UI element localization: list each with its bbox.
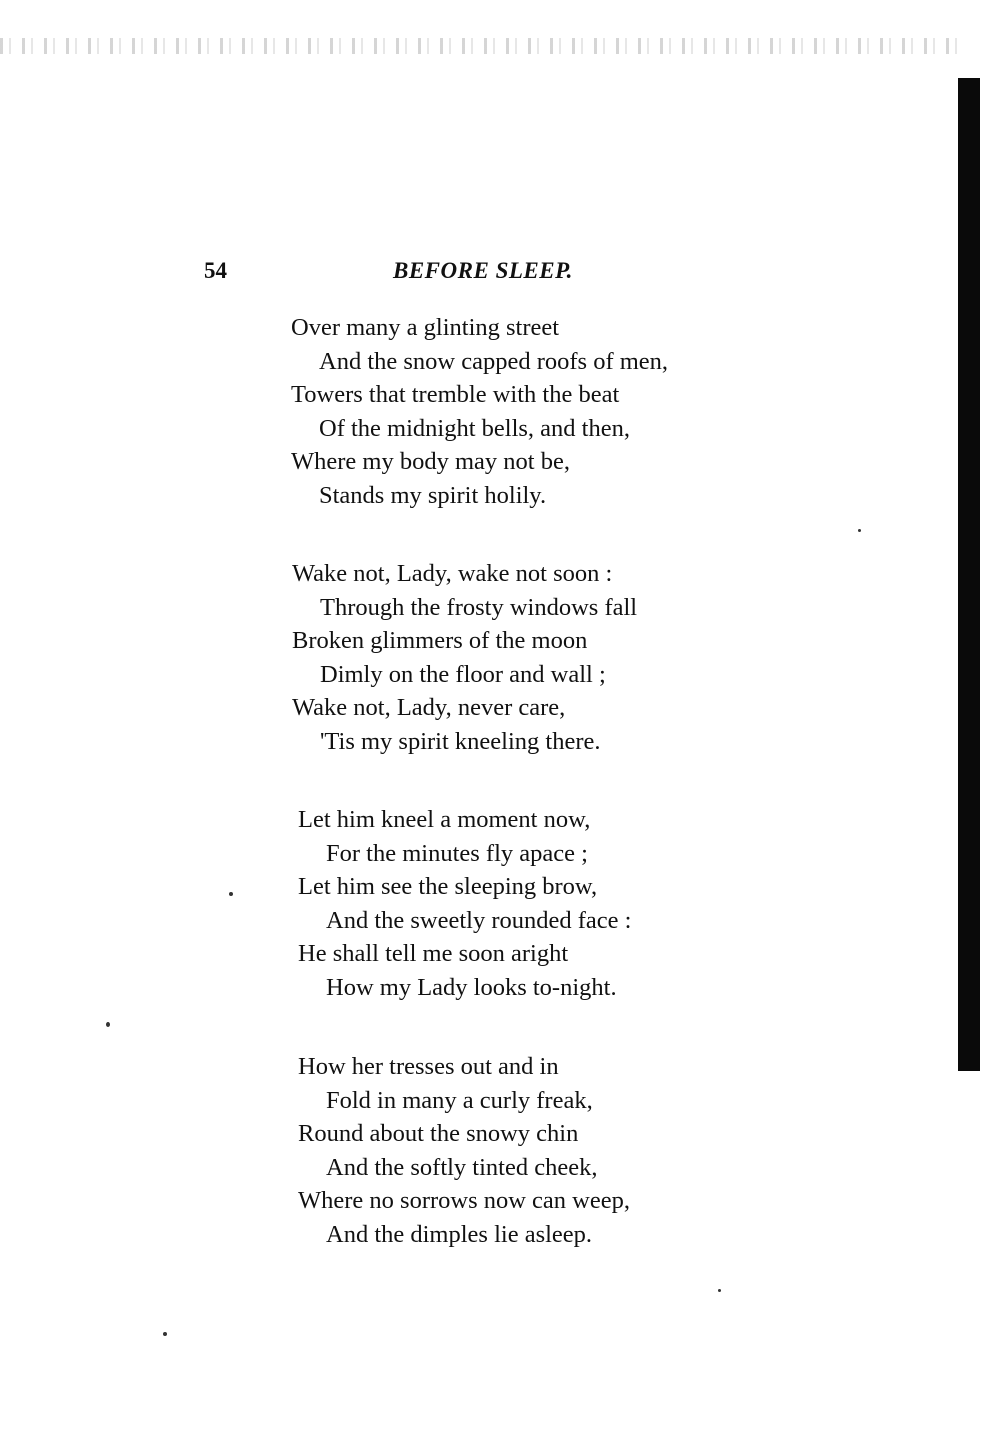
poem-line: 'Tis my spirit kneeling there.: [320, 727, 601, 755]
scan-edge-bar: [958, 78, 980, 1071]
stanza-4: [298, 1050, 630, 1252]
scan-speck: [163, 1332, 167, 1336]
stanza-1: [291, 311, 668, 513]
poem-line: Let him kneel a moment now,: [298, 806, 591, 833]
poem-line: How my Lady looks to-night.: [326, 973, 617, 1001]
page-header: [0, 258, 1000, 292]
stanza-2: [292, 557, 637, 759]
poem-line: How her tresses out and in: [298, 1053, 559, 1080]
poem-line: Through the frosty windows fall: [320, 593, 638, 621]
poem-line: Where my body may not be,: [291, 448, 570, 476]
poem-line: Over many a glinting street: [291, 314, 560, 341]
poem-line: Where no sorrows now can weep,: [298, 1187, 630, 1215]
poem-line: Broken glimmers of the moon: [292, 627, 588, 655]
scan-speck: [858, 529, 861, 532]
page-number: 54: [204, 258, 227, 283]
poem-line: And the sweetly rounded face :: [326, 906, 632, 934]
scan-speck: [106, 1022, 110, 1027]
poem-line: Stands my spirit holily.: [319, 481, 547, 509]
stanza-3: [298, 803, 631, 1005]
poem-line: And the dimples lie asleep.: [326, 1220, 593, 1248]
poem-line: Wake not, Lady, never care,: [292, 694, 566, 722]
poem-line: Of the midnight bells, and then,: [319, 414, 630, 442]
poem-line: Let him see the sleeping brow,: [298, 873, 598, 901]
scan-noise-top: [0, 38, 960, 54]
poem-line: For the minutes fly apace ;: [326, 839, 588, 867]
poem-line: Round about the snowy chin: [298, 1120, 579, 1148]
scan-speck: [718, 1289, 721, 1292]
running-title: BEFORE SLEEP.: [393, 258, 573, 283]
poem-line: He shall tell me soon aright: [298, 940, 569, 968]
poem-line: And the snow capped roofs of men,: [319, 347, 669, 375]
poem-line: Towers that tremble with the beat: [291, 381, 620, 409]
scan-speck: [229, 892, 233, 896]
poem-line: Wake not, Lady, wake not soon :: [292, 560, 613, 587]
poem-line: Fold in many a curly freak,: [326, 1086, 593, 1114]
poem-line: And the softly tinted cheek,: [326, 1153, 598, 1181]
poem-line: Dimly on the floor and wall ;: [320, 660, 606, 688]
